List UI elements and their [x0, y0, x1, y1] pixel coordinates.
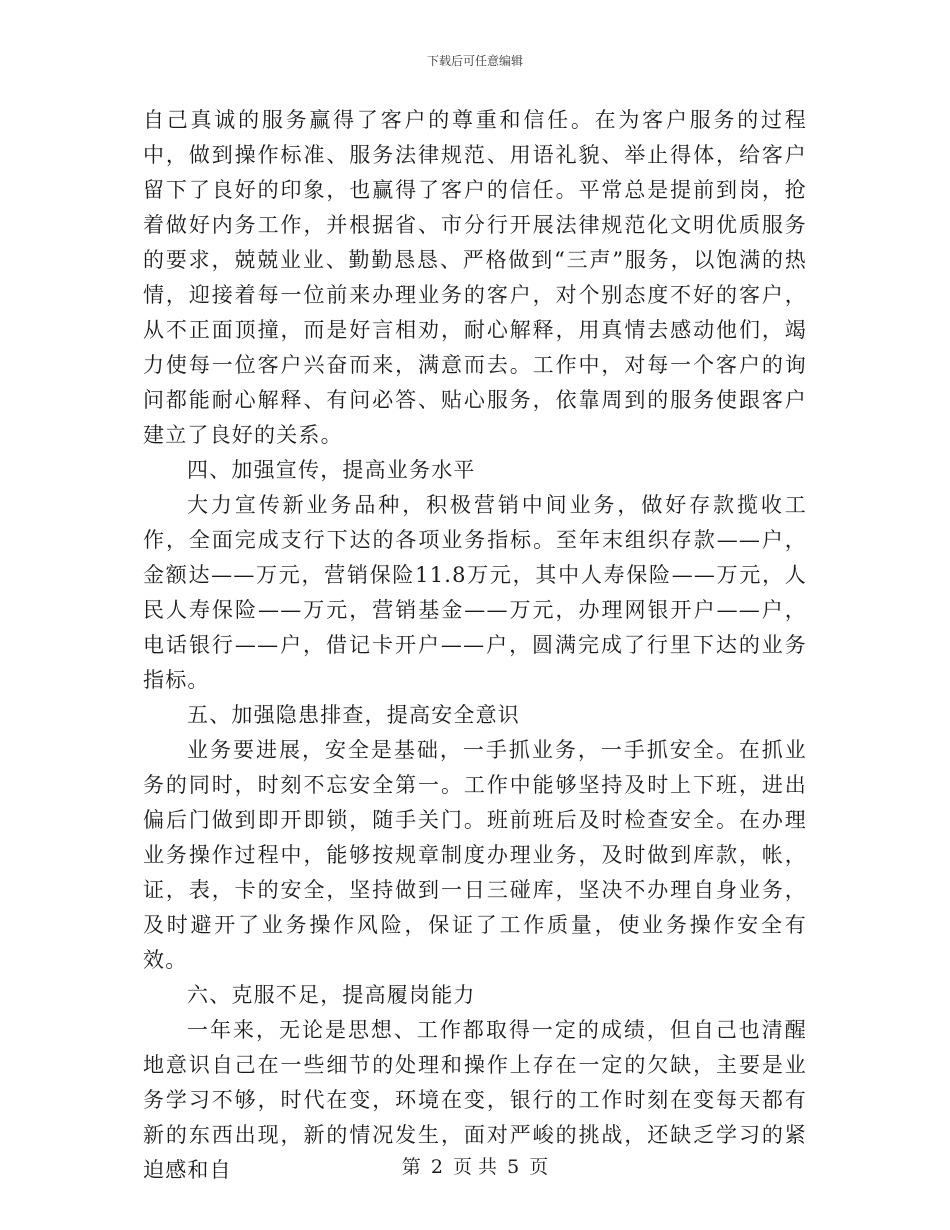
- section-heading: 五、加强隐患排查，提高安全意识: [187, 703, 520, 727]
- document-body: [143, 103, 807, 1188]
- page-number-footer: [0, 1155, 950, 1179]
- body-paragraph: 自己真诚的服务赢得了客户的尊重和信任。在为客户服务的过程中，做到操作标准、服务法律规范、用语礼貌、举止得体，给客户留下了良好的印象，也赢得了客户的信任。平常总是提前到岗，抢着做好内务工作，并根据省、市分行开展法律规范化文明优质服务的要求，兢兢业业、勤勤恳恳、严格做到“三声”服务，以饱满的热情，迎接着每一位前来办理业务的客户，对个别态度不好的客户，从不正面顶撞，而是好言相劝，耐心解释，用真情去感动他们，竭力使每一位客户兴奋而来，满意而去。工作中，对每一个客户的询问都能耐心解释、有问必答、贴心服务，依靠周到的服务使跟客户建立了良好的关系。: [143, 108, 807, 447]
- body-paragraph: 一年来，无论是思想、工作都取得一定的成绩，但自己也清醒地意识自己在一些细节的处理和操作上存在一定的欠缺，主要是业务学习不够，时代在变，环境在变，银行的工作时刻在变每天都有新的东西出现，新的情况发生，面对严峻的挑战，还缺乏学习的紧迫感和自: [143, 1018, 807, 1182]
- total-page-number: 5: [507, 1156, 520, 1178]
- body-paragraph: 业务要进展，安全是基础，一手抓业务，一手抓安全。在抓业务的同时，时刻不忘安全第一。工作中能够坚持及时上下班，进出偏后门做到即开即锁，随手关门。班前班后及时检查安全。在办理业务操作过程中，能够按规章制度办理业务，及时做到库款，帐，证，表，卡的安全，坚持做到一日三碰库，坚决不办理自身业务，及时避开了业务操作风险，保证了工作质量，使业务操作安全有效。: [143, 738, 807, 972]
- footer-suffix: 页: [529, 1156, 549, 1178]
- page-header: 下载后可任意编辑: [426, 54, 523, 68]
- section-heading: 四、加强宣传，提高业务水平: [187, 458, 476, 482]
- footer-prefix: 第: [401, 1156, 421, 1178]
- body-paragraph: 大力宣传新业务品种，积极营销中间业务，做好存款揽收工作，全面完成支行下达的各项业务指标。至年末组织存款——户，金额达——万元，营销保险11.8万元，其中人寿保险——万元，人民人寿保险——万元，营销基金——万元，办理网银开户——户，电话银行——户，借记卡开户——户，圆满完成了行里下达的业务指标。: [143, 493, 807, 692]
- footer-middle: 页 共: [452, 1156, 498, 1178]
- section-heading: 六、克服不足，提高履岗能力: [187, 983, 476, 1007]
- current-page-number: 2: [430, 1156, 443, 1178]
